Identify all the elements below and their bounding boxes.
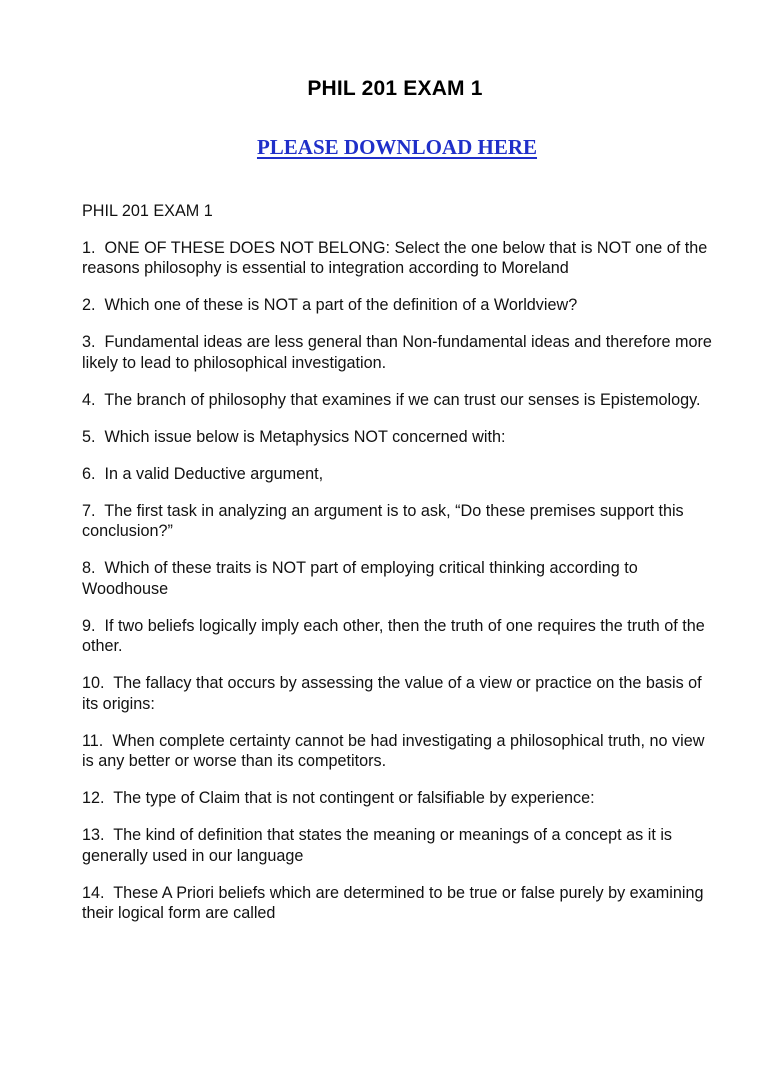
question-number: 8. xyxy=(82,559,96,577)
question-item xyxy=(82,673,718,714)
question-text: The kind of definition that states the meaning or meanings of a concept as it is generally used in our language xyxy=(82,826,673,865)
question-item xyxy=(82,616,718,657)
question-number: 5. xyxy=(82,427,96,446)
question-item xyxy=(82,558,718,599)
question-number: 2. xyxy=(82,296,96,314)
question-number: 1. xyxy=(82,238,96,257)
question-text: The first task in analyzing an argument is to ask, “Do these premises support this conclusion?” xyxy=(82,501,684,540)
question-number: 7. xyxy=(82,501,96,520)
question-item xyxy=(82,390,718,411)
document-subheading: PHIL 201 EXAM 1 xyxy=(82,202,213,220)
question-number: 13. xyxy=(82,826,105,844)
question-number: 3. xyxy=(82,333,96,351)
question-text: These A Priori beliefs which are determined to be true or false purely by examining their logical form are called xyxy=(82,883,704,922)
question-text: The fallacy that occurs by assessing the value of a view or practice on the basis of its origins: xyxy=(82,674,702,713)
question-text: Fundamental ideas are less general than Non-fundamental ideas and therefore more likely to lead to philosophical investigation. xyxy=(82,333,712,372)
question-item xyxy=(82,883,718,924)
question-text: The branch of philosophy that examines if we can trust our senses is Epistemology. xyxy=(104,390,701,409)
question-number: 9. xyxy=(82,616,96,635)
question-item xyxy=(82,464,718,485)
question-item xyxy=(82,825,718,866)
question-item xyxy=(82,427,718,448)
question-item xyxy=(82,238,718,279)
document-body xyxy=(82,201,718,940)
question-text: When complete certainty cannot be had investigating a philosophical truth, no view is any better or worse than its competitors. xyxy=(82,731,705,770)
question-item xyxy=(82,731,718,772)
question-item xyxy=(82,332,718,373)
question-text: Which issue below is Metaphysics NOT concerned with: xyxy=(104,427,506,446)
question-text: In a valid Deductive argument, xyxy=(104,464,324,483)
question-number: 4. xyxy=(82,390,96,409)
question-number: 12. xyxy=(82,789,105,807)
question-text: If two beliefs logically imply each other, then the truth of one requires the truth of the other. xyxy=(82,616,705,655)
question-item xyxy=(82,501,718,542)
download-link[interactable]: PLEASE DOWNLOAD HERE xyxy=(256,135,538,159)
question-number: 11. xyxy=(82,731,104,750)
question-text: Which one of these is NOT a part of the definition of a Worldview? xyxy=(104,296,578,314)
question-item xyxy=(82,295,718,316)
question-number: 6. xyxy=(82,464,96,483)
question-item xyxy=(82,788,718,809)
question-number: 10. xyxy=(82,674,105,692)
question-text: ONE OF THESE DOES NOT BELONG: Select the one below that is NOT one of the reasons philosophy is essential to integration according to Moreland xyxy=(82,238,708,277)
question-text: Which of these traits is NOT part of employing critical thinking according to Woodhouse xyxy=(82,559,638,598)
page-title: PHIL 201 EXAM 1 xyxy=(307,77,483,100)
question-number: 14. xyxy=(82,883,105,902)
question-text: The type of Claim that is not contingent or falsifiable by experience: xyxy=(113,789,595,807)
